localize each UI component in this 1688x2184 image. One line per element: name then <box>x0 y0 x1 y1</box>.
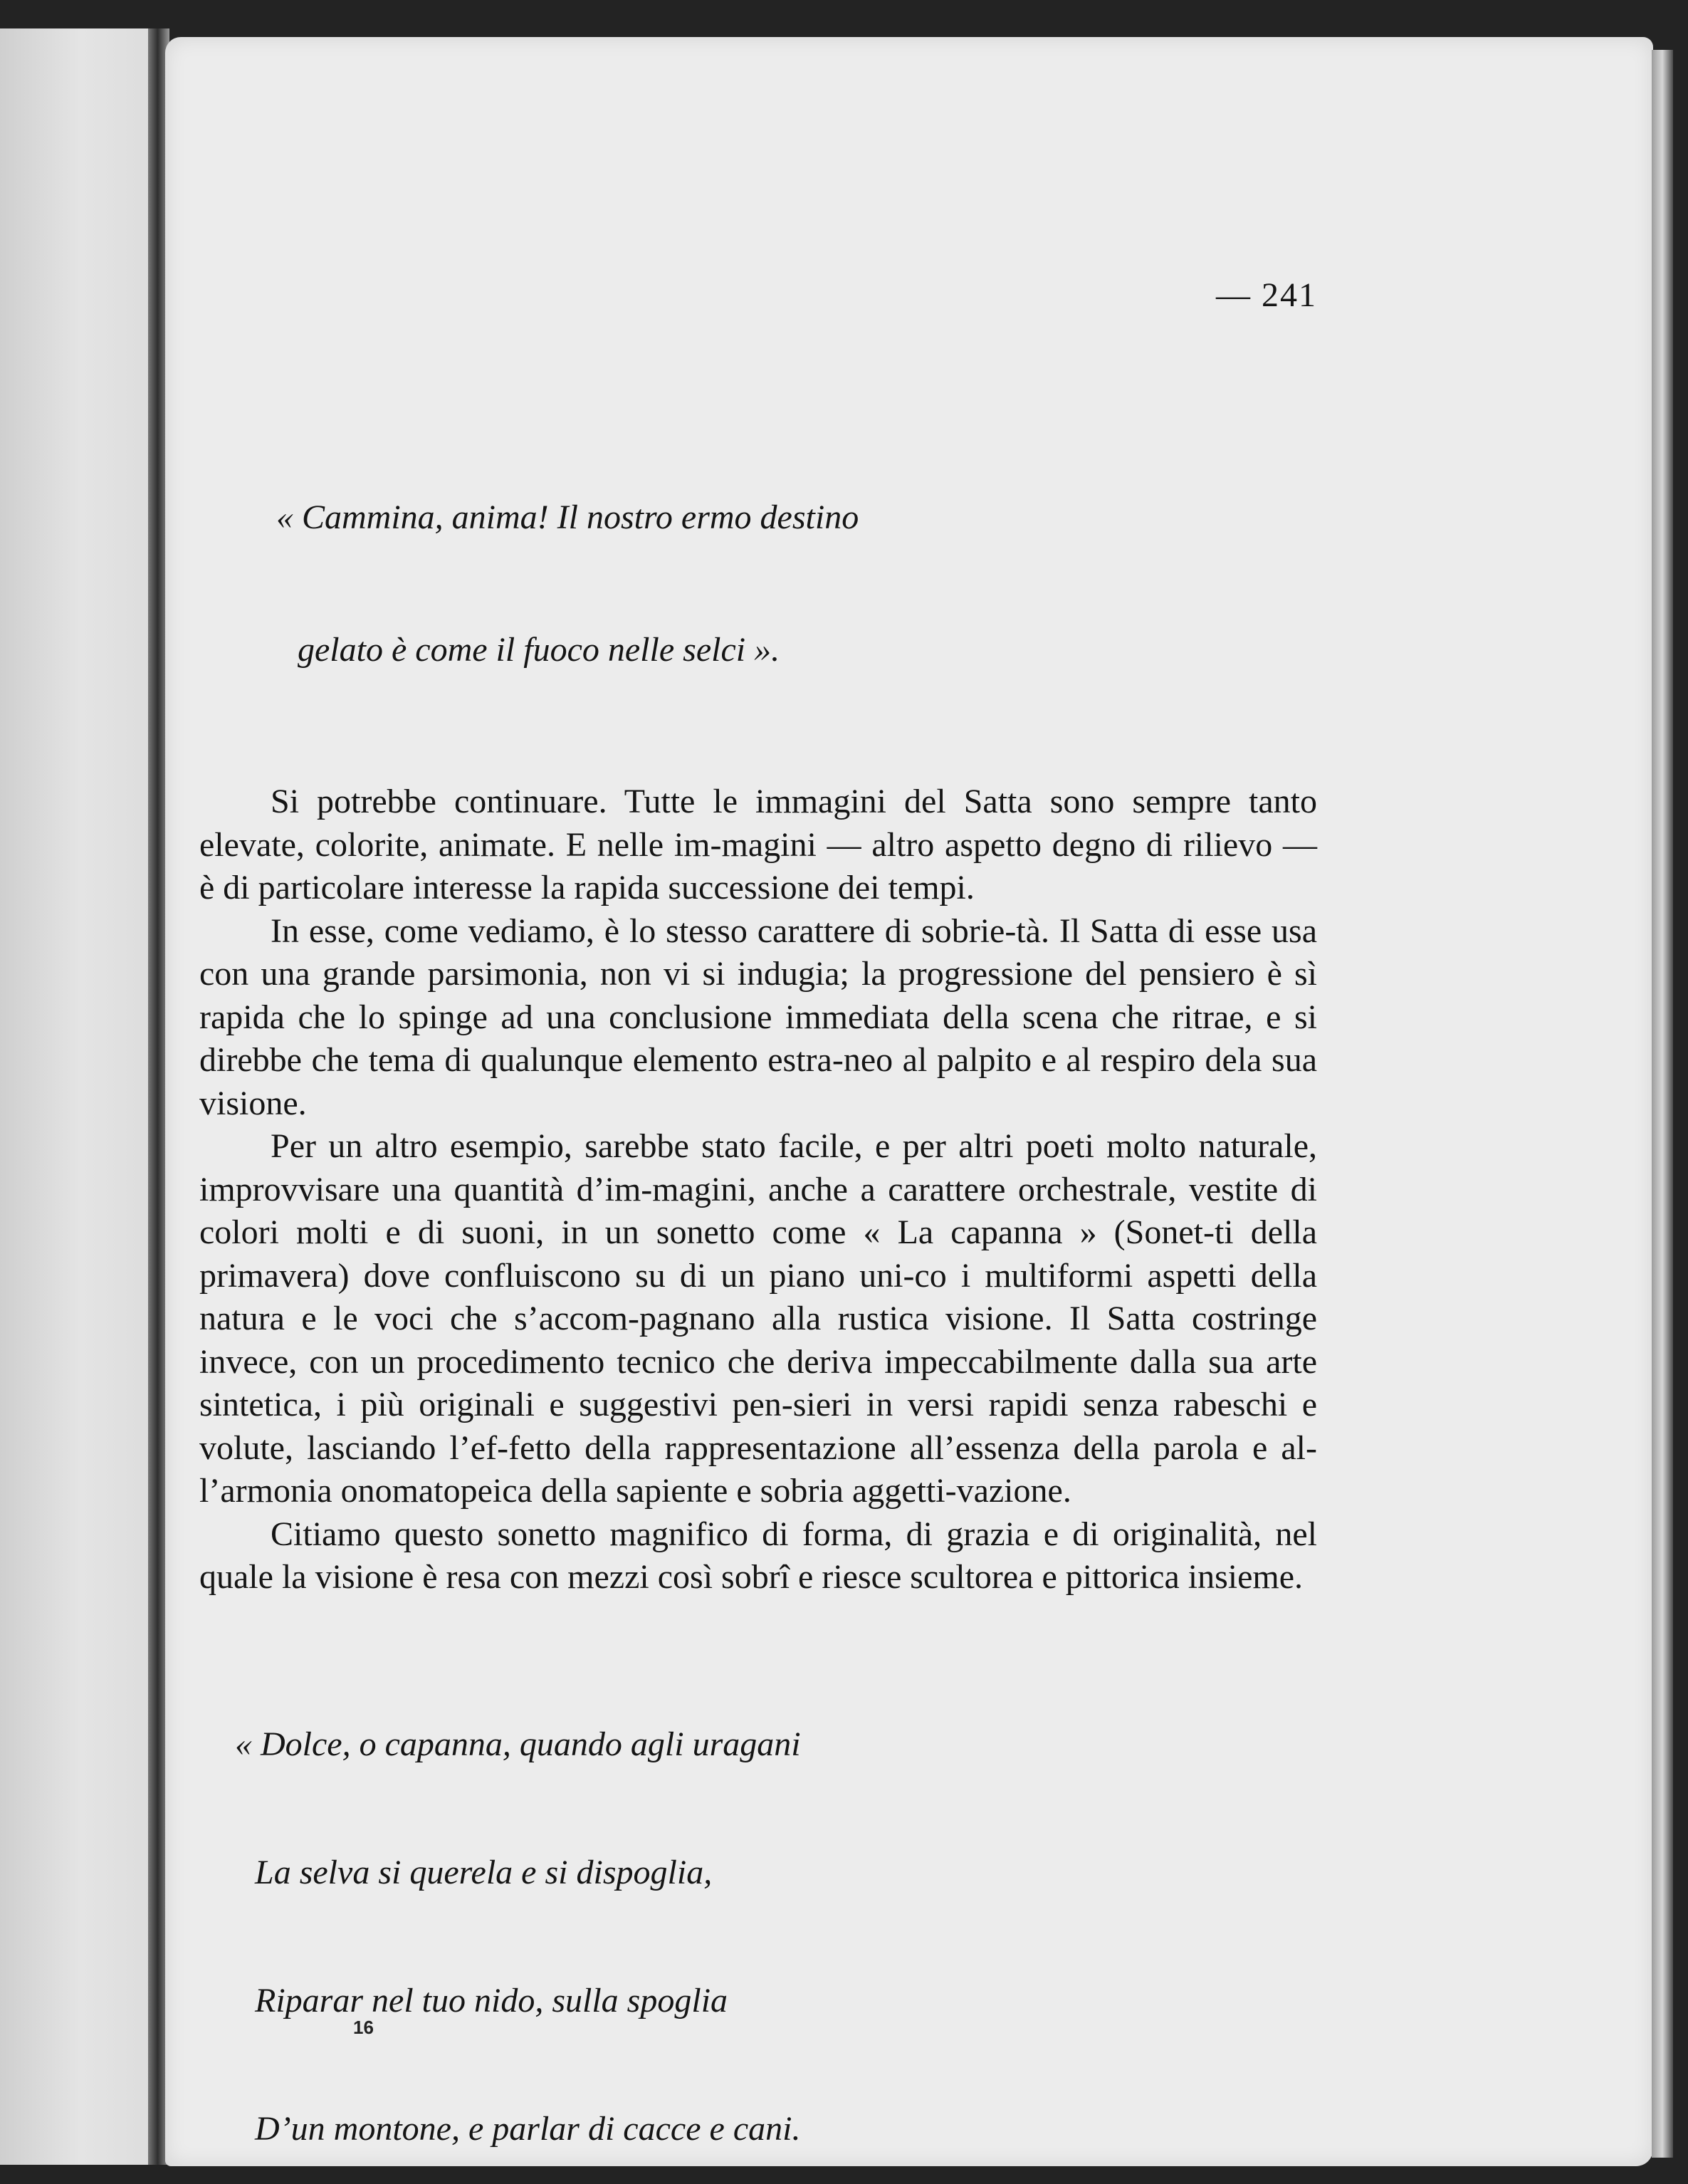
paragraph: Si potrebbe continuare. Tutte le immagini del Satta sono sempre tanto elevate, colorite, animate. E nelle im-magini — altro aspetto degno di rilievo — è di particolare interesse la rapida successione dei tempi. <box>199 783 1317 906</box>
facing-page-edge <box>0 28 160 2165</box>
paragraph: In esse, come vediamo, è lo stesso carattere di sobrie-tà. Il Satta di esse usa con una grande parsimonia, non vi si indugia; la progressione del pensiero è sì rapida che lo spinge ad una conclusione immediata della scena che ritrae, e si direbbe che tema di qualunque elemento estra-neo al palpito e al respiro dela sua visione. <box>199 911 1317 1122</box>
paragraph: Citiamo questo sonetto magnifico di forma, di grazia e di originalità, nel quale la visione è resa con mezzi così sobrî e riesce scultorea e pittorica insieme. <box>199 1515 1317 1596</box>
body-text <box>199 780 1317 1599</box>
page-text-block <box>199 274 1317 2184</box>
verse-line: « Dolce, o capanna, quando agli uragani <box>235 1725 801 1763</box>
verse-quote-top <box>199 407 1317 761</box>
printer-signature-mark: 16 <box>353 2017 374 2038</box>
verse-line: « Cammina, anima! Il nostro ermo destino <box>276 498 859 536</box>
verse-line: D’un montone, e parlar di cacce e cani. <box>255 2109 801 2148</box>
page-number: — 241 <box>1216 276 1317 314</box>
paragraph: Per un altro esempio, sarebbe stato facile, e per altri poeti molto naturale, improvvisare una quantità d’im-magini, anche a carattere orchestrale, vestite di colori molti e di suoni, in un sonetto come « La capanna » (Sonet-ti della primavera) dove confluiscono su di un piano uni-co i multiformi aspetti della natura e le voci che s’accom-pagnano alla rustica visione. Il Satta costringe invece, con un procedimento tecnico che deriva impeccabilmente dalla sua arte sintetica, i più originali e suggestivi pen-sieri in versi rapidi senza rabeschi e volute, lasciando l’ef-fetto della rappresentazione all’essenza della parola e al-l’armonia onomatopeica della sapiente e sobria aggetti-vazione. <box>199 1127 1317 1510</box>
verse-line: Riparar nel tuo nido, sulla spoglia <box>255 1981 728 2020</box>
verse-line: La selva si querela e si dispoglia, <box>255 1853 713 1891</box>
page-stack-edge <box>1652 50 1673 2158</box>
verse-line: gelato è come il fuoco nelle selci ». <box>298 631 780 669</box>
verse-quote-bottom <box>199 1638 1317 2184</box>
